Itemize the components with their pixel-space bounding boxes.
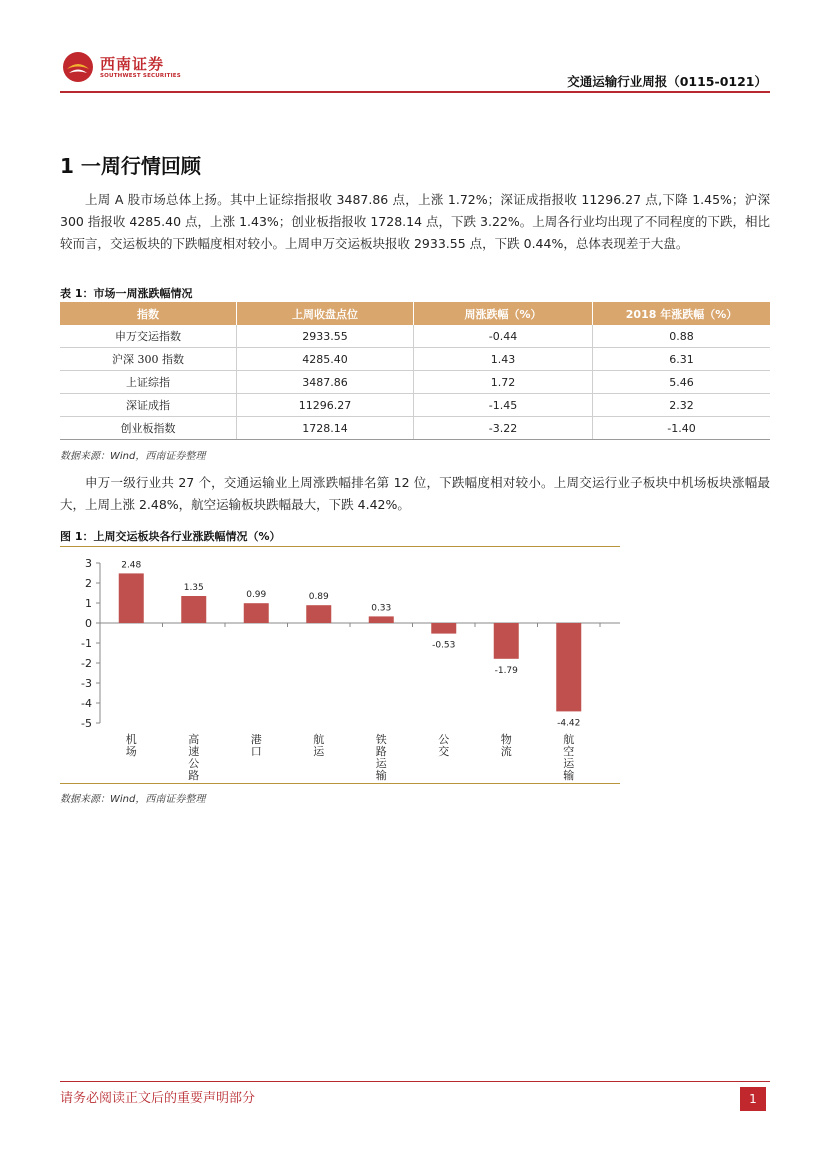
section-title: 1 一周行情回顾 bbox=[60, 154, 201, 178]
table-cell: 2.32 bbox=[593, 394, 771, 417]
table-cell: 11296.27 bbox=[237, 394, 414, 417]
y-tick-label: 3 bbox=[85, 557, 92, 570]
y-tick-label: -5 bbox=[81, 717, 92, 730]
table-cell: -3.22 bbox=[414, 417, 593, 440]
table-row bbox=[60, 348, 770, 371]
x-tick-label: 航运 bbox=[313, 733, 325, 758]
table-row bbox=[60, 371, 770, 394]
market-change-table bbox=[60, 302, 770, 440]
y-tick-label: -2 bbox=[81, 657, 92, 670]
y-tick-label: -4 bbox=[81, 697, 92, 710]
table-cell: 2933.55 bbox=[237, 325, 414, 348]
sector-ranking-paragraph: 申万一级行业共 27 个，交通运输业上周涨跌幅排名第 12 位，下跌幅度相对较小。上周交运行业子板块中机场板块涨幅最大，上周上涨 2.48%，航空运输板块跌幅最大，下跌 4.42%。 bbox=[60, 475, 770, 512]
bar bbox=[431, 623, 456, 634]
bar bbox=[306, 605, 331, 623]
x-tick-label: 航空运输 bbox=[563, 733, 575, 782]
figure-source-note: 数据来源：Wind，西南证券整理 bbox=[60, 794, 206, 805]
bar bbox=[181, 596, 206, 623]
table-source-note: 数据来源：Wind，西南证券整理 bbox=[60, 451, 206, 462]
data-label: -1.79 bbox=[494, 665, 518, 676]
x-tick-label: 公交 bbox=[438, 733, 450, 758]
column-header-close: 上周收盘点位 bbox=[237, 302, 414, 325]
figure-bottom-rule bbox=[60, 783, 620, 784]
table-cell: 上证综指 bbox=[60, 371, 237, 394]
header-divider bbox=[60, 91, 770, 93]
data-label: 1.35 bbox=[183, 583, 204, 593]
table-cell: 1.72 bbox=[414, 371, 593, 394]
bar bbox=[244, 603, 269, 623]
data-label: 0.33 bbox=[371, 603, 392, 614]
data-label: -0.53 bbox=[432, 640, 456, 651]
sector-change-bar-chart bbox=[60, 548, 620, 782]
logo-english-name: SOUTHWEST SECURITIES bbox=[100, 73, 181, 79]
column-header-weekly-change: 周涨跌幅（%） bbox=[414, 302, 593, 325]
y-tick-label: 2 bbox=[85, 577, 92, 590]
disclaimer-notice: 请务必阅读正文后的重要声明部分 bbox=[60, 1091, 256, 1106]
logo-mark-icon bbox=[62, 51, 94, 83]
y-tick-label: -1 bbox=[81, 637, 92, 650]
bar bbox=[369, 616, 394, 623]
footer-divider bbox=[60, 1081, 770, 1082]
data-label: 0.99 bbox=[246, 590, 267, 601]
market-review-paragraph: 上周 A 股市场总体上扬。其中上证综指报收 3487.86 点，上涨 1.72%；深证成指报收 11296.27 点,下降 1.45%；沪深 300 指报收 4285.40 点，上涨 1.43%；创业板指报收 1728.14 点，下跌 3.22%。上周各行业均出现了不同程度的下跌，相比较而言，交运板块的下跌幅度相对较小。上周申万交运板块报收 2933.55 点，下跌 0.44%，总体表现差于大盘。 bbox=[60, 192, 770, 251]
y-tick-label: 1 bbox=[85, 597, 92, 610]
y-tick-label: 0 bbox=[85, 617, 92, 630]
table-cell: 5.46 bbox=[593, 371, 771, 394]
table-cell: 申万交运指数 bbox=[60, 325, 237, 348]
table-cell: 沪深 300 指数 bbox=[60, 348, 237, 371]
table-cell: 0.88 bbox=[593, 325, 771, 348]
table-cell: 4285.40 bbox=[237, 348, 414, 371]
x-tick-label: 港口 bbox=[250, 733, 262, 758]
report-title: 交通运输行业周报（0115-0121） bbox=[567, 74, 767, 89]
table-cell: 1.43 bbox=[414, 348, 593, 371]
table-cell: -1.40 bbox=[593, 417, 771, 440]
table-cell: 创业板指数 bbox=[60, 417, 237, 440]
figure-caption: 图 1：上周交运板块各行业涨跌幅情况（%） bbox=[60, 530, 281, 543]
table-row bbox=[60, 325, 770, 348]
x-tick-label: 物流 bbox=[500, 733, 512, 758]
page-number: 1 bbox=[740, 1087, 766, 1111]
table-cell: 1728.14 bbox=[237, 417, 414, 440]
table-cell: -0.44 bbox=[414, 325, 593, 348]
table-row bbox=[60, 417, 770, 440]
table-cell: 3487.86 bbox=[237, 371, 414, 394]
x-tick-label: 高速公路 bbox=[188, 733, 200, 782]
x-tick-label: 机场 bbox=[125, 733, 137, 758]
bar bbox=[494, 623, 519, 659]
table-cell: 深证成指 bbox=[60, 394, 237, 417]
company-logo bbox=[62, 49, 182, 85]
x-tick-label: 铁路运输 bbox=[375, 733, 387, 782]
column-header-index: 指数 bbox=[60, 302, 237, 325]
table-cell: -1.45 bbox=[414, 394, 593, 417]
figure-top-rule bbox=[60, 546, 620, 547]
column-header-ytd-change: 2018 年涨跌幅（%） bbox=[593, 302, 771, 325]
data-label: -4.42 bbox=[557, 718, 581, 729]
data-label: 0.89 bbox=[308, 592, 329, 603]
bar bbox=[556, 623, 581, 711]
data-label: 2.48 bbox=[121, 560, 142, 571]
table-header-row bbox=[60, 302, 770, 325]
logo-chinese-name: 西南证券 bbox=[100, 55, 165, 73]
table-row bbox=[60, 394, 770, 417]
table-caption: 表 1：市场一周涨跌幅情况 bbox=[60, 287, 193, 300]
y-tick-label: -3 bbox=[81, 677, 92, 690]
bar bbox=[119, 573, 144, 623]
table-cell: 6.31 bbox=[593, 348, 771, 371]
